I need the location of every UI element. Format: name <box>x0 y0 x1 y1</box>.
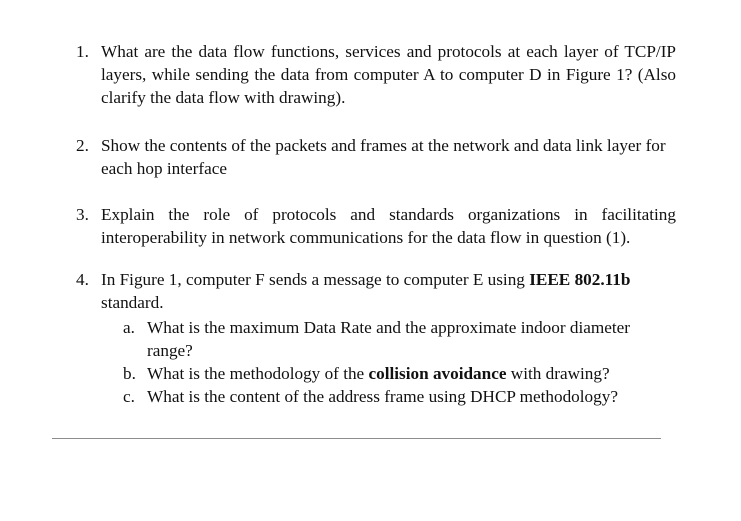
question-text: What are the data flow functions, services and protocols at each layer of TCP/IP layers, while sending the data from computer A to computer D in Figure 1? (Also clarify the data flow with drawing). <box>101 42 676 107</box>
sub-question-text: What is the maximum Data Rate and the approximate indoor diameter range? <box>147 318 631 360</box>
sub-question-letter: b. <box>123 364 136 383</box>
question-number: 1. <box>76 42 89 61</box>
sub-question-c <box>123 385 673 408</box>
standard-name: IEEE 802.11b <box>529 270 631 289</box>
sub-question-letter: a. <box>123 318 135 337</box>
question-text <box>101 268 676 314</box>
sub-question-text-end: with drawing? <box>506 364 610 383</box>
question-1 <box>76 40 676 109</box>
sub-question-text: What is the content of the address frame using DHCP methodology? <box>147 387 618 406</box>
collision-avoidance-term: collision avoidance <box>368 364 507 383</box>
sub-question-text-start: What is the methodology of the <box>147 364 369 383</box>
question-3 <box>76 203 676 249</box>
sub-question-b <box>123 362 673 385</box>
question-number: 3. <box>76 205 89 224</box>
horizontal-divider <box>52 438 661 439</box>
question-text: Show the contents of the packets and frames at the network and data link layer for each hop interface <box>101 136 666 178</box>
sub-question-text <box>147 362 673 385</box>
question-text: Explain the role of protocols and standards organizations in facilitating interoperability in network communications for the data flow in question (1). <box>101 205 676 247</box>
question-2 <box>76 134 676 180</box>
question-text-start: In Figure 1, computer F sends a message to computer E using <box>101 270 530 289</box>
question-number: 2. <box>76 136 89 155</box>
sub-question-a <box>123 316 673 362</box>
sub-question-letter: c. <box>123 387 135 406</box>
question-4 <box>76 268 676 408</box>
question-number: 4. <box>76 270 89 289</box>
question-text-end: standard. <box>101 293 164 312</box>
sub-question-list <box>76 316 676 408</box>
